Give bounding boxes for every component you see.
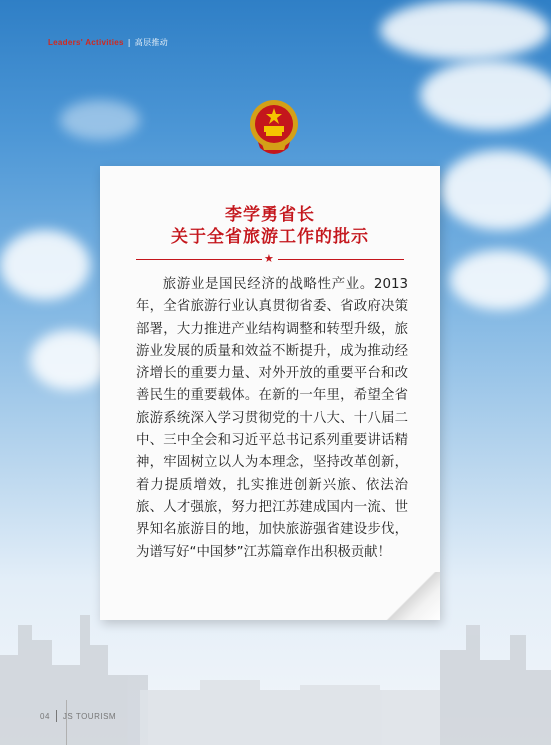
page-number: 04 xyxy=(40,711,50,721)
magazine-name: JS TOURISM xyxy=(62,711,117,721)
article-card xyxy=(100,166,440,620)
header-separator: | xyxy=(127,37,131,47)
cloud xyxy=(450,250,550,310)
section-header xyxy=(48,36,168,48)
section-title-en: Leaders' Activities xyxy=(48,37,124,47)
title-divider xyxy=(136,252,404,265)
national-emblem-icon xyxy=(248,98,300,158)
footer-divider xyxy=(56,710,57,722)
cloud xyxy=(0,230,90,300)
star-icon: ★ xyxy=(264,252,274,265)
article-body: 旅游业是国民经济的战略性产业。2013年，全省旅游行业认真贯彻省委、省政府决策部署，大力推进产业结构调整和转型升级，旅游业发展的质量和效益不断提升，成为推动经济增长的重要力量、对外开放的重要平台和改善民生的重要载体。在新的一年里，希望全省旅游系统深入学习贯彻党的十八大、十八届二中、三中全会和习近平总书记系列重要讲话精神，牢固树立以人为本理念，坚持改革创新，着力提质增效，扎实推进创新兴旅、依法治旅、人才强旅，努力把江苏建成国内一流、世界知名旅游目的地，加快旅游强省建设步伐，为谱写好“中国梦”江苏篇章作出积极贡献！ xyxy=(136,277,408,560)
cloud xyxy=(420,60,551,130)
page-footer xyxy=(40,709,116,723)
cloud xyxy=(380,0,550,60)
article-title-line1: 李学勇省长 xyxy=(225,205,315,225)
section-title-zh: 高层推动 xyxy=(134,37,168,47)
cloud xyxy=(30,330,110,390)
cloud xyxy=(60,100,140,140)
cloud xyxy=(440,150,551,230)
divider-line xyxy=(278,259,404,260)
divider-line xyxy=(136,259,262,260)
article-title-line2: 关于全省旅游工作的批示 xyxy=(171,227,369,247)
